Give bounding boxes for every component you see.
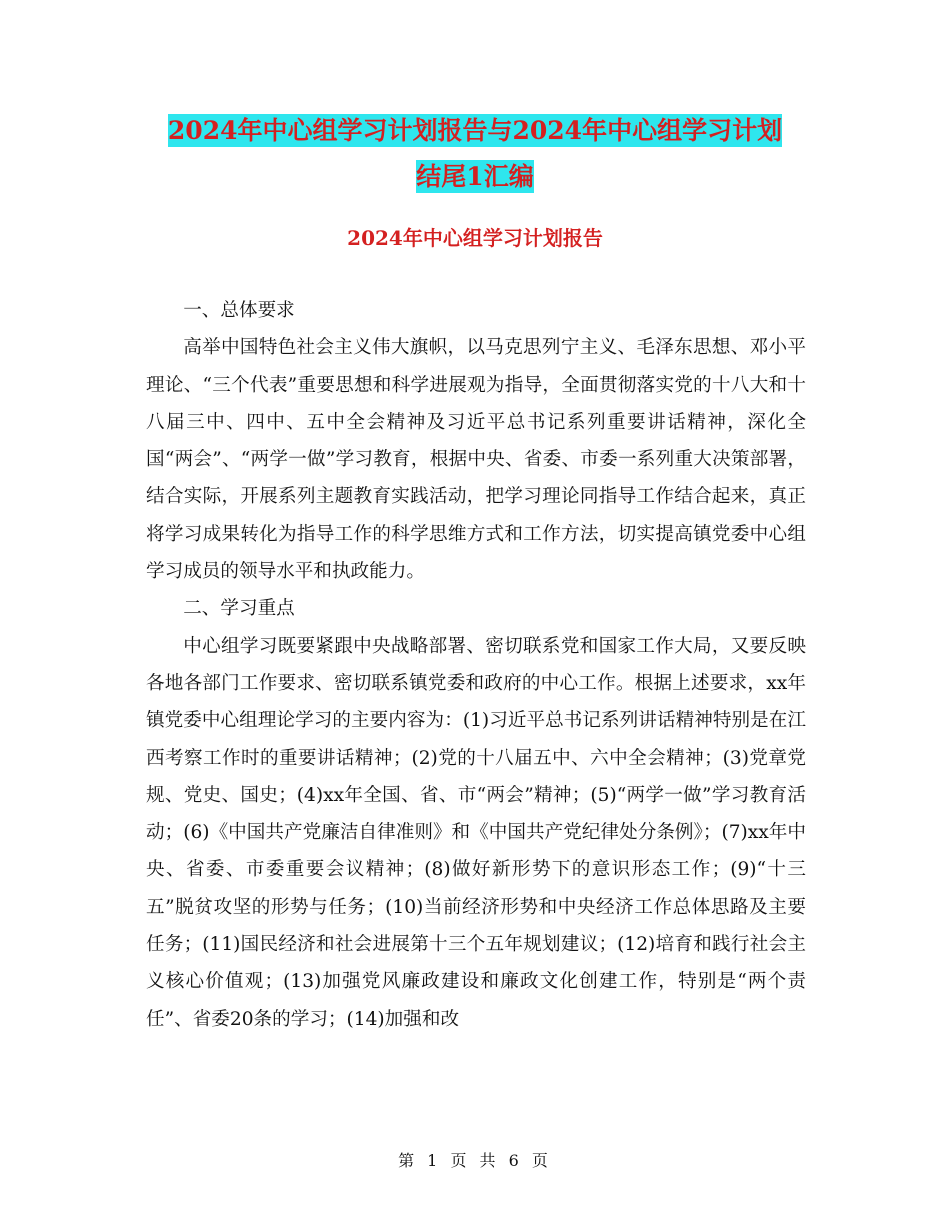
document-title (100, 108, 850, 200)
page-footer: 第 1 页 共 6 页 (398, 1151, 552, 1170)
document-title-line-1: 2024年中心组学习计划报告与2024年中心组学习计划 (167, 116, 783, 145)
paragraph-overall-requirements: 高举中国特色社会主义伟大旗帜，以马克思列宁主义、毛泽东思想、邓小平理论、“三个代表”重要思想和科学进展观为指导，全面贯彻落实党的十八大和十八届三中、四中、五中全会精神及习近平总书记系列重要讲话精神，深化全国“两会”、“两学一做”学习教育，根据中央、省委、市委一系列重大决策部署，结合实际，开展系列主题教育实践活动，把学习理论同指导工作结合起来，真正将学习成果转化为指导工作的科学思维方式和工作方法，切实提高镇党委中心组学习成员的领导水平和执政能力。 (146, 337, 806, 583)
paragraph-study-focus: 中心组学习既要紧跟中央战略部署、密切联系党和国家工作大局，又要反映各地各部门工作要求、密切联系镇党委和政府的中心工作。根据上述要求，xx年镇党委中心组理论学习的主要内容为：(1)习近平总书记系列讲话精神特别是在江西考察工作时的重要讲话精神；(2)党的十八届五中、六中全会精神；(3)党章党规、党史、国史；(4)xx年全国、省、市“两会”精神；(5)“两学一做”学习教育活动；(6)《中国共产党廉洁自律准则》和《中国共产党纪律处分条例》；(7)xx年中央、省委、市委重要会议精神；(8)做好新形势下的意识形态工作；(9)“十三五”脱贫攻坚的形势与任务；(10)当前经济形势和中央经济工作总体思路及主要任务；(11)国民经济和社会进展第十三个五年规划建议；(12)培育和践行社会主义核心价值观；(13)加强党风廉政建设和廉政文化创建工作，特别是“两个责任”、省委20条的学习；(14)加强和改 (146, 635, 806, 1030)
section-title: 2024年中心组学习计划报告 (347, 226, 603, 250)
heading-overall-requirements: 一、总体要求 (183, 300, 295, 321)
document-body (146, 292, 806, 1038)
document-title-line-2: 结尾1汇编 (416, 162, 534, 191)
heading-study-focus: 二、学习重点 (183, 598, 295, 620)
